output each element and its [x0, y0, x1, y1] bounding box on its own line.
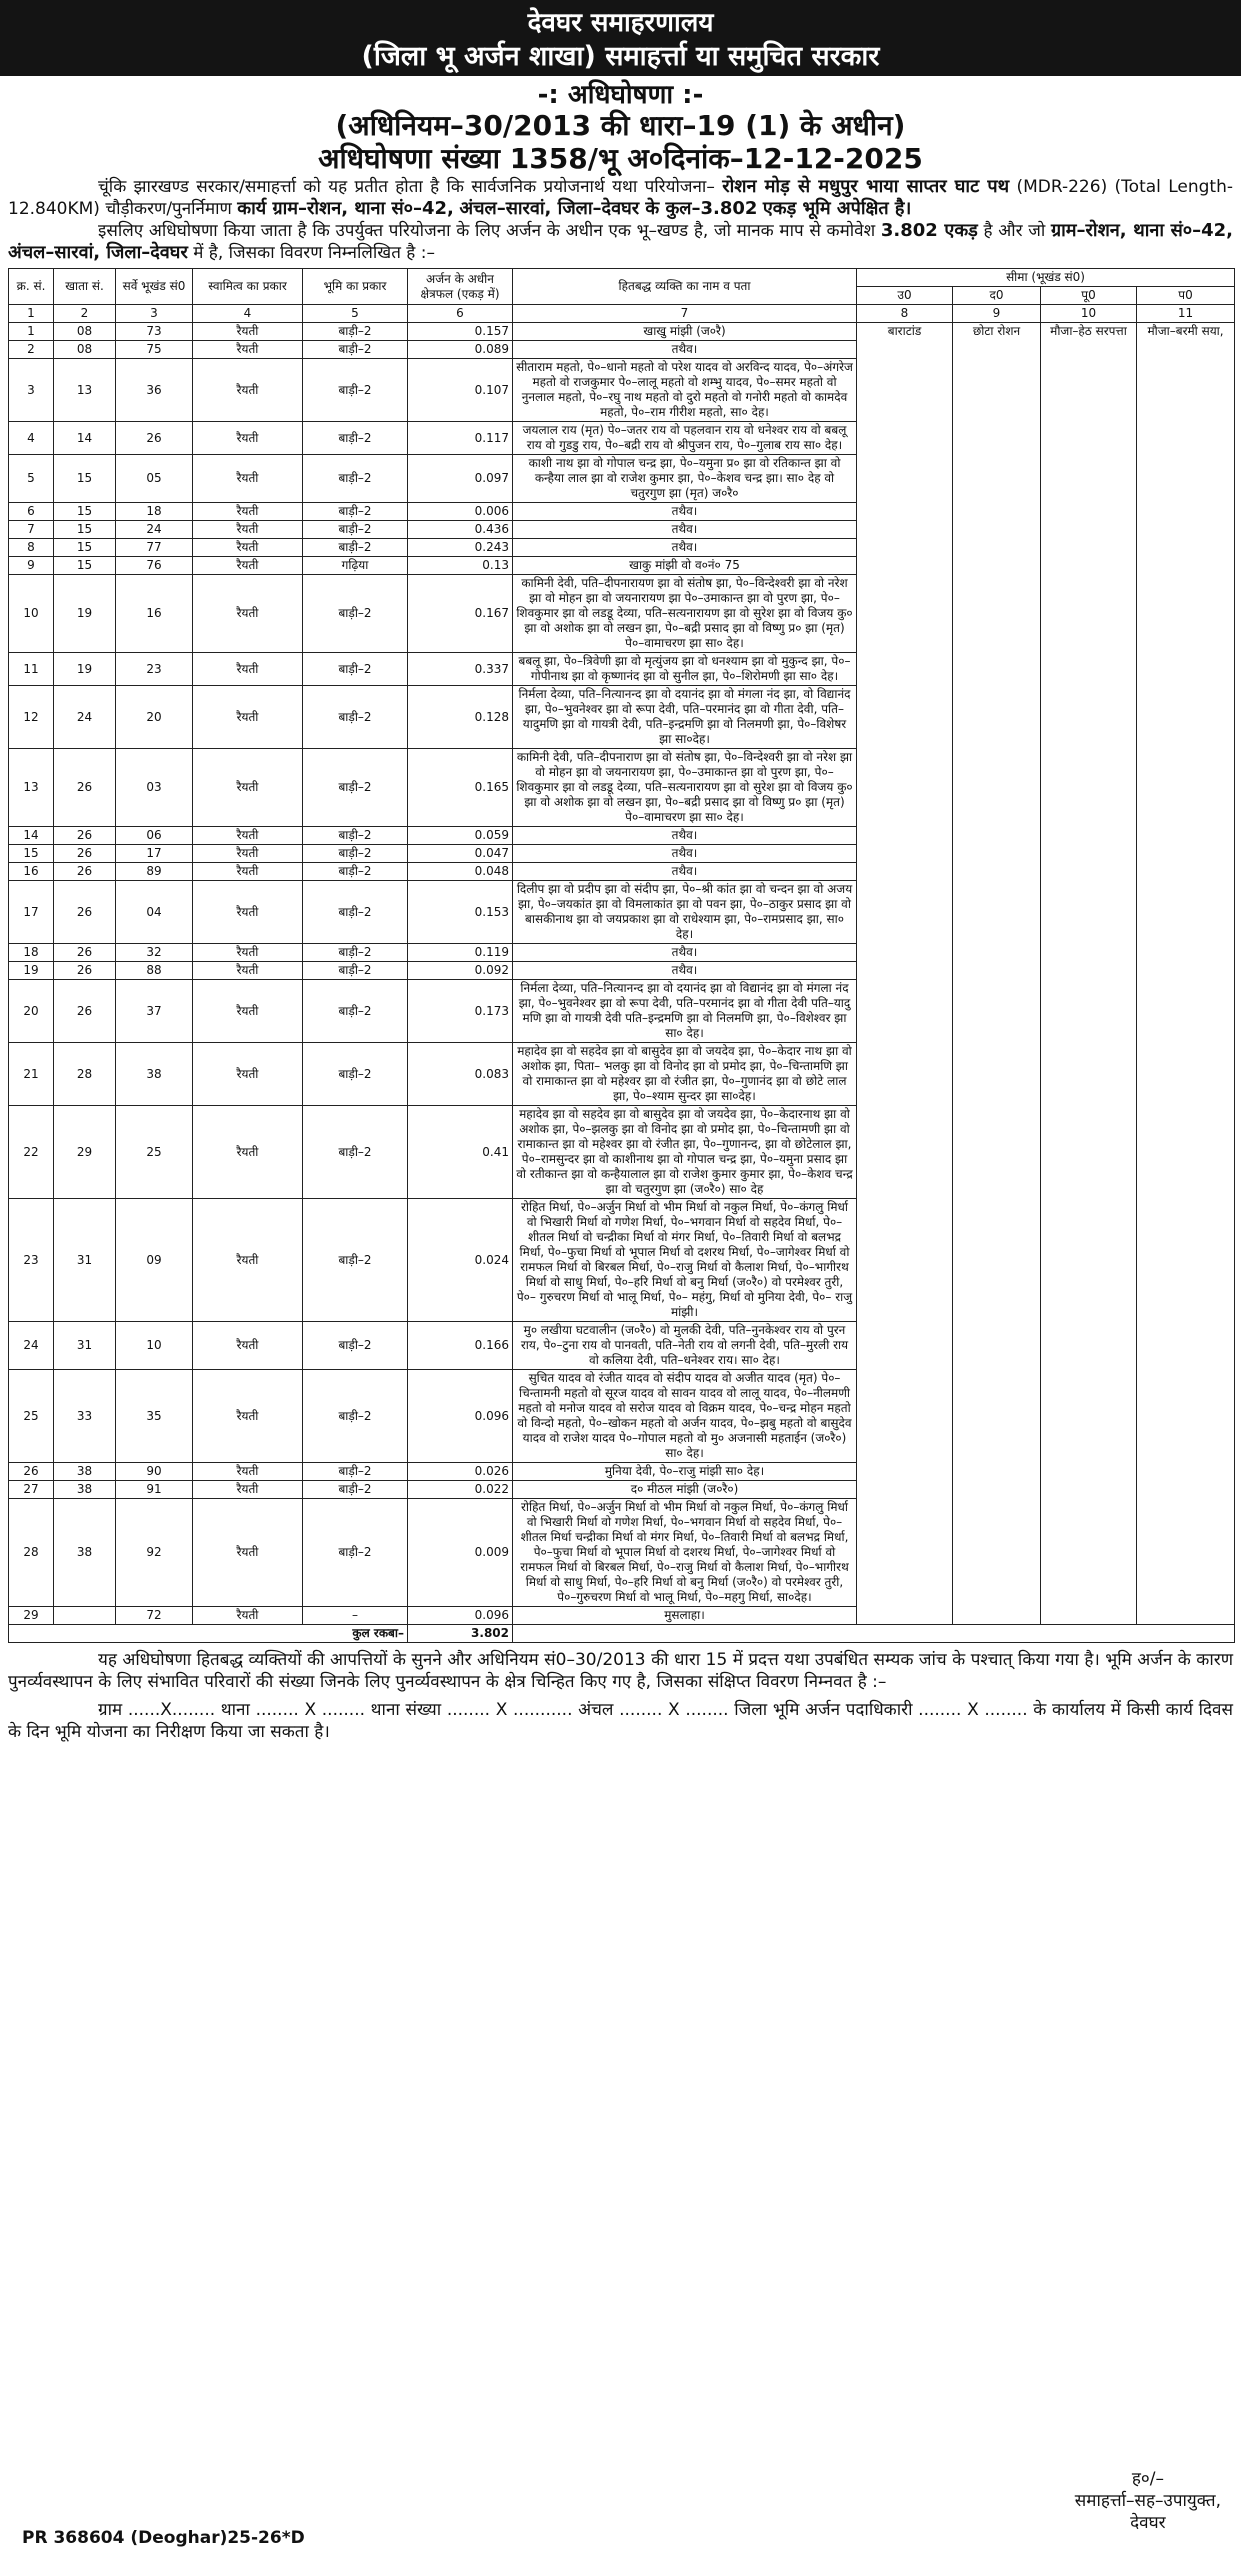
total-empty [513, 1625, 1235, 1643]
office-name: देवघर समाहरणालय [527, 8, 714, 38]
cell-sn: 8 [9, 539, 54, 557]
cell-survey: 10 [116, 1322, 193, 1370]
total-value: 3.802 [408, 1625, 513, 1643]
total-area: 3.802 [700, 198, 758, 219]
colnum: 1 [9, 305, 54, 323]
col-west: प0 [1137, 287, 1235, 305]
cell-khata: 19 [54, 653, 116, 686]
cell-ownership: रैयती [193, 1043, 303, 1106]
cell-survey: 23 [116, 653, 193, 686]
cell-sn: 5 [9, 455, 54, 503]
cell-area: 0.083 [408, 1043, 513, 1106]
cell-khata: 15 [54, 521, 116, 539]
footer-paragraph-2 [0, 1699, 1241, 1743]
cell-khata: 26 [54, 962, 116, 980]
cell-landtype: बाड़ी–2 [303, 1043, 408, 1106]
declaration-text-2: है और जो [983, 221, 1046, 241]
boundary-east: मौजा–हेठ सरपत्ता [1041, 323, 1137, 1625]
cell-holder: बबलू झा, पे०–त्रिवेणी झा वो मृत्युंजय झा वो धनश्याम झा वो मुकुन्द झा, पे०–गोपीनाथ झा वो कृष्णानंद झा वो सुनील झा, पे०–शिरोमणी झा सा० देह। [513, 653, 857, 686]
cell-holder: कामिनी देवी, पति–दीपनाराण झा वो संतोष झा, पे०–विन्देश्वरी झा वो नरेश झा वो मोहन झा वो जयनारायण झा, पे०–उमाकान्त झा वो पुरण झा, पे०–शिवकुमार झा वो लडडू देव्या, पति–सत्यनारायण झा वो सुरेश झा वो विजय कु० झा वो अशोक झा वो लखन झा, पे०–बद्री प्रसाद झा वो विष्णु प्र० झा (मृत) पे०–वामाचरण झा सा० देह। [513, 749, 857, 827]
table-row [9, 323, 1235, 341]
cell-holder: द० मीठल मांझी (ज०रै०) [513, 1481, 857, 1499]
cell-area: 0.107 [408, 359, 513, 422]
cell-area: 0.157 [408, 323, 513, 341]
col-area: अर्जन के अधीन क्षेत्रफल (एकड़ में) [408, 269, 513, 305]
column-number-row [9, 305, 1235, 323]
cell-sn: 16 [9, 863, 54, 881]
cell-sn: 26 [9, 1463, 54, 1481]
intro-text: चूंकि झारखण्ड सरकार/समाहर्त्ता को यह प्रतीत होता है कि सार्वजनिक प्रयोजनार्थ यथा परियोजना– [98, 177, 715, 197]
cell-area: 0.119 [408, 944, 513, 962]
cell-holder: रोहित मिर्धा, पे०–अर्जुन मिर्धा वो भीम मिर्धा वो नकुल मिर्धा, पे०–कंगलु मिर्धा वो भिखारी मिर्धा वो गणेश मिर्धा, पे०–भगवान मिर्धा वो सहदेव मिर्धा, पे०–शीतल मिर्धा वो चन्द्रीका मिर्धा वो मंगर मिर्धा, पे०–तिवारी मिर्धा वो बलभद्र मिर्धा, पे०–फुचा मिर्धा वो भूपाल मिर्धा वो दशरथ मिर्धा, पे०–जागेश्वर मिर्धा वो रामफल मिर्धा वो बिरबल मिर्धा, पे०–राजु मिर्धा वो कैलाश मिर्धा, पे०–भागीरथ मिर्धा वो साधु मिर्धा, पे०–हरि मिर्धा वो बनु मिर्धा (ज०रै०) वो परमेश्वर तुरी, पे०– गुरुचरण मिर्धा वो भालू मिर्धा, पे०– महंगु, मिर्धा वो मुनिया देवी, पे०– राजु मांझी। [513, 1199, 857, 1322]
cell-khata: 08 [54, 341, 116, 359]
cell-sn: 6 [9, 503, 54, 521]
cell-holder: मुसलाहा। [513, 1607, 857, 1625]
cell-khata: 19 [54, 575, 116, 653]
cell-ownership: रैयती [193, 845, 303, 863]
cell-landtype: बाड़ी–2 [303, 1370, 408, 1463]
cell-ownership: रैयती [193, 827, 303, 845]
cell-khata: 38 [54, 1463, 116, 1481]
cell-survey: 03 [116, 749, 193, 827]
signature-block [1075, 2468, 1221, 2534]
office-subtitle: (जिला भू अर्जन शाखा) समाहर्त्ता या समुचित सरकार [361, 41, 880, 72]
cell-khata: 26 [54, 827, 116, 845]
signatory-place: देवघर [1130, 2513, 1166, 2533]
colnum: 2 [54, 305, 116, 323]
notice-titles [0, 80, 1241, 176]
col-south: द0 [953, 287, 1041, 305]
col-sn: क्र. सं. [9, 269, 54, 305]
cell-landtype: बाड़ी–2 [303, 1322, 408, 1370]
project-location: कार्य ग्राम–रोशन, थाना सं०–42, [237, 198, 454, 219]
cell-sn: 15 [9, 845, 54, 863]
cell-area: 0.166 [408, 1322, 513, 1370]
cell-ownership: रैयती [193, 422, 303, 455]
boundary-west: मौजा–बरमी सया, [1137, 323, 1235, 1625]
colnum: 5 [303, 305, 408, 323]
cell-khata: 26 [54, 944, 116, 962]
cell-khata: 26 [54, 980, 116, 1043]
cell-landtype: बाड़ी–2 [303, 845, 408, 863]
cell-sn: 1 [9, 323, 54, 341]
col-north: उ0 [857, 287, 953, 305]
cell-ownership: रैयती [193, 575, 303, 653]
cell-survey: 09 [116, 1199, 193, 1322]
cell-ownership: रैयती [193, 881, 303, 944]
act-reference: (अधिनियम–30/2013 की धारा–19 (1) के अधीन) [335, 109, 906, 142]
cell-area: 0.165 [408, 749, 513, 827]
cell-khata: 28 [54, 1043, 116, 1106]
cell-holder: तथैव। [513, 503, 857, 521]
cell-sn: 2 [9, 341, 54, 359]
cell-holder: तथैव। [513, 944, 857, 962]
cell-area: 0.006 [408, 503, 513, 521]
cell-survey: 72 [116, 1607, 193, 1625]
cell-survey: 32 [116, 944, 193, 962]
total-label: कुल रकबा– [9, 1625, 408, 1643]
cell-holder: सुचित यादव वो रंजीत यादव वो संदीप यादव वो अजीत यादव (मृत) पे०–चिन्तामनी महतो वो सूरज यादव वो सावन यादव वो लालू यादव, पे०–नीलमणी महतो वो मनोज यादव वो सरोज यादव वो विक्रम यादव, पे०–चन्द्र मोहन महतो वो विन्दो महतो, पे०–खोकन महतो वो अर्जन यादव, पे०–झबु महतो वो बासुदेव यादव वो राजेश यादव पे०–गोपाल महतो वो मु० अजनासी महताईन (ज०रै०) सा० देह। [513, 1370, 857, 1463]
cell-ownership: रैयती [193, 653, 303, 686]
cell-holder: दिलीप झा वो प्रदीप झा वो संदीप झा, पे०–श्री कांत झा वो चन्दन झा वो अजय झा, पे०–जयकांत झा वो विमलाकांत झा वो पवन झा, पे०–ठाकुर प्रसाद झा वो बासकीनाथ झा वो जयप्रकाश झा वो राधेश्याम झा, पे०–रामप्रसाद झा, सा० देह। [513, 881, 857, 944]
cell-survey: 92 [116, 1499, 193, 1607]
colnum: 11 [1137, 305, 1235, 323]
cell-khata: 15 [54, 503, 116, 521]
cell-area: 0.096 [408, 1370, 513, 1463]
cell-survey: 77 [116, 539, 193, 557]
cell-landtype: बाड़ी–2 [303, 521, 408, 539]
declaration-text-3: में है, जिसका विवरण निम्नलिखित है :– [193, 243, 435, 263]
cell-survey: 24 [116, 521, 193, 539]
cell-sn: 21 [9, 1043, 54, 1106]
cell-holder: जयलाल राय (मृत) पे०–जतर राय वो पहलवान राय वो धनेश्वर राय वो बबलू राय वो गुडडु राय, पे०–बद्री राय वो श्रीपुजन राय, पे०–गुलाब राय सा० देह। [513, 422, 857, 455]
project-length: (MDR-226) (Total Length-12.840KM) चौड़ीकरण/पुनर्निमाण [8, 177, 1234, 219]
cell-holder: निर्मला देव्या, पति–नित्यानन्द झा वो दयानंद झा वो मंगला नंद झा, वो विद्यानंद झा, पे०–भुवनेश्वर झा वो रूपा देवी, पति–परमानंद झा वो गीता देवी, पति–यादुमणि झा वो गायत्री देवी, पति–इन्द्रमणि झा वो निलमणी झा, पे०–विशेषर झा सा०देह। [513, 686, 857, 749]
cell-holder: तथैव। [513, 521, 857, 539]
cell-sn: 23 [9, 1199, 54, 1322]
cell-sn: 11 [9, 653, 54, 686]
cell-survey: 89 [116, 863, 193, 881]
cell-ownership: रैयती [193, 1370, 303, 1463]
cell-sn: 25 [9, 1370, 54, 1463]
cell-landtype: बाड़ी–2 [303, 359, 408, 422]
cell-landtype: बाड़ी–2 [303, 539, 408, 557]
cell-landtype: बाड़ी–2 [303, 944, 408, 962]
cell-holder: कामिनी देवी, पति–दीपनारायण झा वो संतोष झा, पे०–विन्देश्वरी झा वो नरेश झा वो मोहन झा वो जयनारायण झा पे०–उमाकान्त झा वो पुरण झा, पे०–शिवकुमार झा वो लडडू देव्या, पति–सत्यनारायण झा वो सुरेश झा वो विजय कु० झा वो अशोक झा वो लखन झा, पे०–बद्री प्रसाद झा वो विष्णु प्र० झा (मृत) पे०–वामाचरण झा सा० देह। [513, 575, 857, 653]
cell-landtype: बाड़ी–2 [303, 1199, 408, 1322]
cell-holder: तथैव। [513, 341, 857, 359]
cell-area: 0.337 [408, 653, 513, 686]
cell-survey: 20 [116, 686, 193, 749]
cell-landtype: बाड़ी–2 [303, 962, 408, 980]
cell-ownership: रैयती [193, 980, 303, 1043]
cell-khata [54, 1607, 116, 1625]
cell-khata: 31 [54, 1322, 116, 1370]
cell-survey: 36 [116, 359, 193, 422]
cell-sn: 4 [9, 422, 54, 455]
cell-ownership: रैयती [193, 1463, 303, 1481]
intro-paragraph-2 [0, 220, 1241, 264]
col-boundary: सीमा (भूखंड सं0) [857, 269, 1235, 287]
cell-survey: 35 [116, 1370, 193, 1463]
cell-ownership: रैयती [193, 1106, 303, 1199]
colnum: 3 [116, 305, 193, 323]
pr-number: PR 368604 (Deoghar)25-26*D [22, 2528, 305, 2548]
footer-paragraph-1 [0, 1649, 1241, 1693]
colnum: 10 [1041, 305, 1137, 323]
area-unit-text: एकड़ भूमि अपेक्षित है। [762, 198, 912, 219]
cell-holder: रोहित मिर्धा, पे०–अर्जुन मिर्धा वो भीम मिर्धा वो नकुल मिर्धा, पे०–कंगलु मिर्धा वो भिखारी मिर्धा वो गणेश मिर्धा, पे०–भगवान मिर्धा वो सहदेव मिर्धा, पे०–शीतल मिर्धा चन्द्रीका मिर्धा वो मंगर मिर्धा, पे०–तिवारी मिर्धा वो बलभद्र मिर्धा, पे०–फुचा मिर्धा वो भूपाल मिर्धा वो दशरथ मिर्धा, पे०–जागेश्वर मिर्धा वो रामफल मिर्धा वो बिरबल मिर्धा, पे०–राजु मिर्धा वो कैलाश मिर्धा, पे०–भागीरथ मिर्धा वो साधु मिर्धा, पे०–हरि मिर्धा वो बनु मिर्धा (ज०रै०) वो परमेश्वर तुरी, पे०–गुरुचरण मिर्धा वो भालू मिर्धा, पे०–महगु मिर्धा, सा०देह। [513, 1499, 857, 1607]
declared-location: ग्राम–रोशन, थाना सं०–42, अंचल–सारवां, जिला–देवघर [8, 220, 1233, 263]
cell-ownership: रैयती [193, 749, 303, 827]
cell-survey: 88 [116, 962, 193, 980]
cell-sn: 10 [9, 575, 54, 653]
cell-ownership: रैयती [193, 455, 303, 503]
footer-text: यह अधिघोषणा हितबद्ध व्यक्तियों की आपत्तियों के सुनने और अधिनियम सं0–30/2013 की धारा 15 में प्रदत्त यथा उपबंधित सम्यक जांच के पश्चात् किया गया है। भूमि अर्जन के कारण पुनर्व्यवस्थापन के लिए संभावित परिवारों की संख्या जिनके लिए पुनर्व्यवस्थापन के क्षेत्र चिन्हित किए गए है, जिसका संक्षिप्त विवरण निम्नवत है :– [8, 1650, 1233, 1692]
header-row [9, 269, 1235, 287]
cell-area: 0.153 [408, 881, 513, 944]
inspection-text: ग्राम ......X........ थाना ........ X ........ थाना संख्या ........ X ........... अंचल ........ X ........ जिला भूमि अर्जन पदाधिकारी ........ X ........ के कार्यालय में किसी कार्य दिवस के दिन भूमि योजना का निरीक्षण किया जा सकता है। [8, 1700, 1233, 1742]
cell-area: 0.128 [408, 686, 513, 749]
cell-sn: 3 [9, 359, 54, 422]
cell-landtype: बाड़ी–2 [303, 980, 408, 1043]
cell-ownership: रैयती [193, 686, 303, 749]
cell-khata: 13 [54, 359, 116, 422]
cell-area: 0.092 [408, 962, 513, 980]
cell-ownership: रैयती [193, 1607, 303, 1625]
colnum: 9 [953, 305, 1041, 323]
cell-holder: महादेव झा वो सहदेव झा वो बासुदेव झा वो जयदेव झा, पे०–केदारनाथ झा वो अशोक झा, पे०–झलकु झा वो विनोद झा वो प्रमोद झा, पे०–चिन्तामणी झा वो रामाकान्त झा वो महेश्वर झा वो रंजीत झा, पे०–गुणानन्द, झा वो छोटेलाल झा, पे०–रामसुन्दर झा वो काशीनाथ झा वो गोपाल चन्द्र झा, पे०–यमुना प्रसाद झा वो रतीकान्त झा वो कन्हैयालाल झा वो राजेश कुमार कुमार झा, पे०–केशव चन्द्र झा वो चतुरगुण झा (ज०रै०) सा० देह [513, 1106, 857, 1199]
cell-ownership: रैयती [193, 557, 303, 575]
signature-mark: ह०/– [1131, 2469, 1164, 2489]
cell-khata: 14 [54, 422, 116, 455]
cell-sn: 13 [9, 749, 54, 827]
signatory-title: समाहर्त्ता–सह–उपायुक्त, [1074, 2491, 1221, 2511]
cell-landtype: बाड़ी–2 [303, 575, 408, 653]
cell-survey: 73 [116, 323, 193, 341]
cell-ownership: रैयती [193, 341, 303, 359]
cell-landtype: बाड़ी–2 [303, 749, 408, 827]
cell-survey: 04 [116, 881, 193, 944]
cell-sn: 14 [9, 827, 54, 845]
cell-holder: तथैव। [513, 962, 857, 980]
cell-area: 0.13 [408, 557, 513, 575]
cell-area: 0.243 [408, 539, 513, 557]
cell-area: 0.436 [408, 521, 513, 539]
col-holder: हितबद्ध व्यक्ति का नाम व पता [513, 269, 857, 305]
cell-holder: खाखु मांझी (ज०रै) [513, 323, 857, 341]
cell-survey: 17 [116, 845, 193, 863]
cell-khata: 26 [54, 845, 116, 863]
cell-khata: 24 [54, 686, 116, 749]
col-survey: सर्वे भूखंड सं0 [116, 269, 193, 305]
cell-sn: 18 [9, 944, 54, 962]
colnum: 4 [193, 305, 303, 323]
cell-landtype: बाड़ी–2 [303, 341, 408, 359]
cell-area: 0.089 [408, 341, 513, 359]
cell-area: 0.167 [408, 575, 513, 653]
cell-sn: 20 [9, 980, 54, 1043]
cell-landtype: बाड़ी–2 [303, 1106, 408, 1199]
boundary-north: बाराटांड [857, 323, 953, 1625]
cell-holder: मुनिया देवी, पे०–राजु मांझी सा० देह। [513, 1463, 857, 1481]
cell-area: 0.024 [408, 1199, 513, 1322]
cell-ownership: रैयती [193, 962, 303, 980]
notice-number: अधिघोषणा संख्या 1358/भू अ०दिनांक–12-12-2025 [318, 142, 923, 175]
cell-survey: 76 [116, 557, 193, 575]
cell-khata: 26 [54, 863, 116, 881]
cell-landtype: बाड़ी–2 [303, 827, 408, 845]
cell-ownership: रैयती [193, 1481, 303, 1499]
cell-holder: खाकु मांझी वो व०नं० 75 [513, 557, 857, 575]
cell-sn: 7 [9, 521, 54, 539]
cell-khata: 15 [54, 557, 116, 575]
cell-area: 0.096 [408, 1607, 513, 1625]
project-district: अंचल–सारवां, जिला–देवघर के कुल– [459, 198, 701, 219]
cell-holder: तथैव। [513, 863, 857, 881]
colnum: 7 [513, 305, 857, 323]
cell-landtype: बाड़ी–2 [303, 686, 408, 749]
cell-survey: 91 [116, 1481, 193, 1499]
cell-holder: सीताराम महतो, पे०–धानो महतो वो परेश यादव वो अरविन्द यादव, पे०–अंगरेज महतो वो राजकुमार पे०–लालू महतो वो शम्भु यादव, पे०–समर महतो वो नुनलाल महतो, पे०–रघु नाथ महतो वो दुरो महतो वो गनोरी महतो वो कामदेव महतो, पे०–राम गीरीश महतो, सा० देह। [513, 359, 857, 422]
cell-khata: 29 [54, 1106, 116, 1199]
cell-khata: 38 [54, 1481, 116, 1499]
cell-area: 0.026 [408, 1463, 513, 1481]
table-body [9, 323, 1235, 1643]
cell-sn: 17 [9, 881, 54, 944]
col-landtype: भूमि का प्रकार [303, 269, 408, 305]
boundary-south: छोटा रोशन [953, 323, 1041, 1625]
cell-holder: तथैव। [513, 845, 857, 863]
cell-landtype: बाड़ी–2 [303, 455, 408, 503]
cell-holder: महादेव झा वो सहदेव झा वो बासुदेव झा वो जयदेव झा, पे०–केदार नाथ झा वो अशोक झा, पिता– भलकु झा वो विनोद झा वो प्रमोद झा, पे०–चिन्तामणि झा वो रामाकान्त झा वो महेश्वर झा वो रंजीत झा, पे०–गुणानंद झा वो छोटे लाल झा, पे०–श्याम सुन्दर झा सा०देह। [513, 1043, 857, 1106]
cell-holder: निर्मला देव्या, पति–नित्यानन्द झा वो दयानंद झा वो विद्यानंद झा वो मंगला नंद झा, पे०–भुवनेश्वर झा वो रूपा देवी, पति–परमानंद झा वो गीता देवी पति–यादु मणि झा वो गायत्री देवी पति–इन्द्रमणि झा वो निलमणि झा, पे०–विशेश्वर झा सा० देह। [513, 980, 857, 1043]
cell-ownership: रैयती [193, 1199, 303, 1322]
declaration-text: इसलिए अधिघोषणा किया जाता है कि उपर्युक्त परियोजना के लिए अर्जन के अधीन एक भू–खण्ड है, जो मानक माप से कमोवेश [98, 221, 876, 241]
intro-paragraph-1 [0, 176, 1241, 220]
cell-area: 0.059 [408, 827, 513, 845]
cell-landtype: बाड़ी–2 [303, 1481, 408, 1499]
colnum: 6 [408, 305, 513, 323]
cell-survey: 75 [116, 341, 193, 359]
cell-ownership: रैयती [193, 1322, 303, 1370]
cell-landtype: बाड़ी–2 [303, 323, 408, 341]
cell-landtype: गढ़िया [303, 557, 408, 575]
cell-area: 0.022 [408, 1481, 513, 1499]
cell-khata: 31 [54, 1199, 116, 1322]
cell-khata: 15 [54, 539, 116, 557]
cell-khata: 33 [54, 1370, 116, 1463]
cell-landtype: बाड़ी–2 [303, 881, 408, 944]
cell-khata: 08 [54, 323, 116, 341]
cell-khata: 26 [54, 749, 116, 827]
cell-landtype: बाड़ी–2 [303, 1499, 408, 1607]
cell-landtype: – [303, 1607, 408, 1625]
notice-heading: -: अधिघोषणा :- [537, 80, 704, 110]
cell-survey: 25 [116, 1106, 193, 1199]
cell-ownership: रैयती [193, 521, 303, 539]
cell-survey: 26 [116, 422, 193, 455]
cell-khata: 15 [54, 455, 116, 503]
cell-area: 0.048 [408, 863, 513, 881]
cell-sn: 22 [9, 1106, 54, 1199]
cell-survey: 37 [116, 980, 193, 1043]
colnum: 8 [857, 305, 953, 323]
cell-holder: मु० लखीया घटवालीन (ज०रै०) वो मुलकी देवी, पति–नुनकेश्वर राय वो पुरन राय, पे०–टुना राय वो पानवती, पति–नेती राय वो लगनी देवी, पति–मुरली राय वो कलिया देवी, पति–धनेश्वर राय। सा० देह। [513, 1322, 857, 1370]
cell-sn: 19 [9, 962, 54, 980]
total-row [9, 1625, 1235, 1643]
cell-sn: 28 [9, 1499, 54, 1607]
declared-area: 3.802 एकड़ [880, 220, 978, 241]
cell-area: 0.097 [408, 455, 513, 503]
land-schedule-table [8, 268, 1235, 1643]
cell-holder: तथैव। [513, 539, 857, 557]
cell-landtype: बाड़ी–2 [303, 1463, 408, 1481]
cell-survey: 18 [116, 503, 193, 521]
cell-ownership: रैयती [193, 359, 303, 422]
cell-survey: 05 [116, 455, 193, 503]
cell-ownership: रैयती [193, 944, 303, 962]
cell-landtype: बाड़ी–2 [303, 863, 408, 881]
header-banner [0, 0, 1241, 76]
cell-area: 0.047 [408, 845, 513, 863]
cell-sn: 27 [9, 1481, 54, 1499]
col-east: पू0 [1041, 287, 1137, 305]
cell-area: 0.173 [408, 980, 513, 1043]
cell-khata: 38 [54, 1499, 116, 1607]
cell-sn: 29 [9, 1607, 54, 1625]
cell-sn: 24 [9, 1322, 54, 1370]
cell-khata: 26 [54, 881, 116, 944]
cell-sn: 12 [9, 686, 54, 749]
cell-area: 0.117 [408, 422, 513, 455]
cell-landtype: बाड़ी–2 [303, 653, 408, 686]
cell-sn: 9 [9, 557, 54, 575]
cell-ownership: रैयती [193, 539, 303, 557]
cell-holder: तथैव। [513, 827, 857, 845]
cell-area: 0.41 [408, 1106, 513, 1199]
col-ownership: स्वामित्व का प्रकार [193, 269, 303, 305]
cell-area: 0.009 [408, 1499, 513, 1607]
cell-survey: 38 [116, 1043, 193, 1106]
cell-ownership: रैयती [193, 1499, 303, 1607]
cell-survey: 06 [116, 827, 193, 845]
cell-holder: काशी नाथ झा वो गोपाल चन्द्र झा, पे०–यमुना प्र० झा वो रतिकान्त झा वो कन्हैया लाल झा वो राजेश कुमार झा, पे०–केशव चन्द्र झा। सा० देह वो चतुरगुण झा (मृत) ज०रै० [513, 455, 857, 503]
cell-landtype: बाड़ी–2 [303, 503, 408, 521]
cell-ownership: रैयती [193, 503, 303, 521]
cell-ownership: रैयती [193, 863, 303, 881]
cell-survey: 90 [116, 1463, 193, 1481]
cell-survey: 16 [116, 575, 193, 653]
cell-ownership: रैयती [193, 323, 303, 341]
col-khata: खाता सं. [54, 269, 116, 305]
cell-landtype: बाड़ी–2 [303, 422, 408, 455]
project-name: रोशन मोड़ से मधुपुर भाया साप्तर घाट पथ [722, 176, 1010, 197]
